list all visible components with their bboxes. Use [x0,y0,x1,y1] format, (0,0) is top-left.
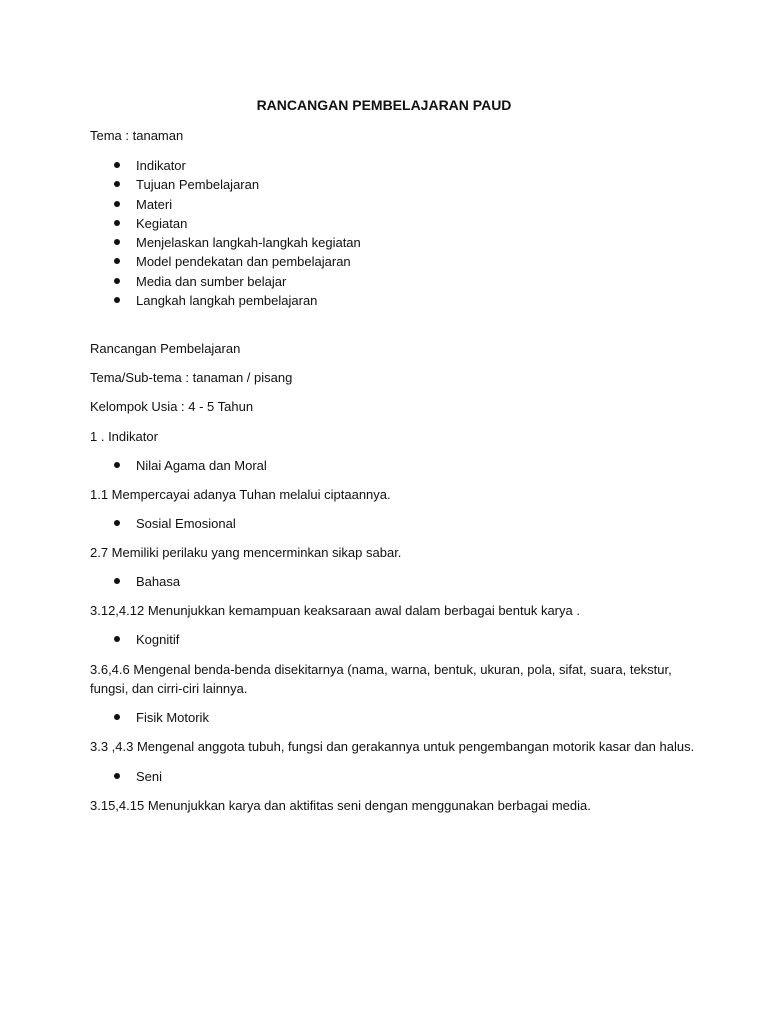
aspect-bullet: Sosial Emosional [90,514,236,533]
outline-item: Langkah langkah pembelajaran [90,291,361,310]
outline-item: Kegiatan [90,214,361,233]
kelompok-usia-line: Kelompok Usia : 4 - 5 Tahun [90,399,254,414]
outline-item: Tujuan Pembelajaran [90,175,361,194]
aspect-bullet: Seni [90,767,162,786]
indicator-text: 2.7 Memiliki perilaku yang mencerminkan sikap sabar. [90,545,402,560]
indicator-text: 1.1 Mempercayai adanya Tuhan melalui ciptaannya. [90,487,391,502]
indicator-text: 3.12,4.12 Menunjukkan kemampuan keaksaraan awal dalam berbagai bentuk karya . [90,603,580,618]
indicator-text: 3.6,4.6 Mengenal benda-benda disekitarnya (nama, warna, bentuk, ukuran, pola, sifat, suara, tekstur, fungsi, dan cirri-ciri lainnya. [90,662,672,696]
bullet-icon [114,201,120,207]
bullet-icon [114,636,120,642]
aspect-bullet: Nilai Agama dan Moral [90,456,267,475]
bullet-icon [114,297,120,303]
bullet-icon [114,462,120,468]
aspect-bullet: Fisik Motorik [90,708,209,727]
document-title: RANCANGAN PEMBELAJARAN PAUD [256,97,512,113]
bullet-icon [114,181,120,187]
bullet-icon [114,520,120,526]
indikator-heading: 1 . Indikator [90,429,158,444]
outline-item: Indikator [90,156,361,175]
tema-line: Tema : tanaman [90,128,184,143]
indicator-text: 3.3 ,4.3 Mengenal anggota tubuh, fungsi dan gerakannya untuk pengembangan motorik kasar dan halus. [90,739,695,754]
aspect-bullet: Kognitif [90,630,179,649]
indicator-text: 3.15,4.15 Menunjukkan karya dan aktifitas seni dengan menggunakan berbagai media. [90,798,591,813]
rancangan-heading: Rancangan Pembelajaran [90,341,241,356]
bullet-icon [114,578,120,584]
bullet-icon [114,220,120,226]
aspect-bullet: Bahasa [90,572,180,591]
subtema-line: Tema/Sub-tema : tanaman / pisang [90,370,293,385]
outline-item: Menjelaskan langkah-langkah kegiatan [90,233,361,252]
bullet-icon [114,258,120,264]
outline-item: Materi [90,195,361,214]
bullet-icon [114,773,120,779]
outline-item: Media dan sumber belajar [90,272,361,291]
bullet-icon [114,714,120,720]
bullet-icon [114,162,120,168]
bullet-icon [114,278,120,284]
bullet-icon [114,239,120,245]
outline-list [90,156,361,310]
outline-item: Model pendekatan dan pembelajaran [90,252,361,271]
